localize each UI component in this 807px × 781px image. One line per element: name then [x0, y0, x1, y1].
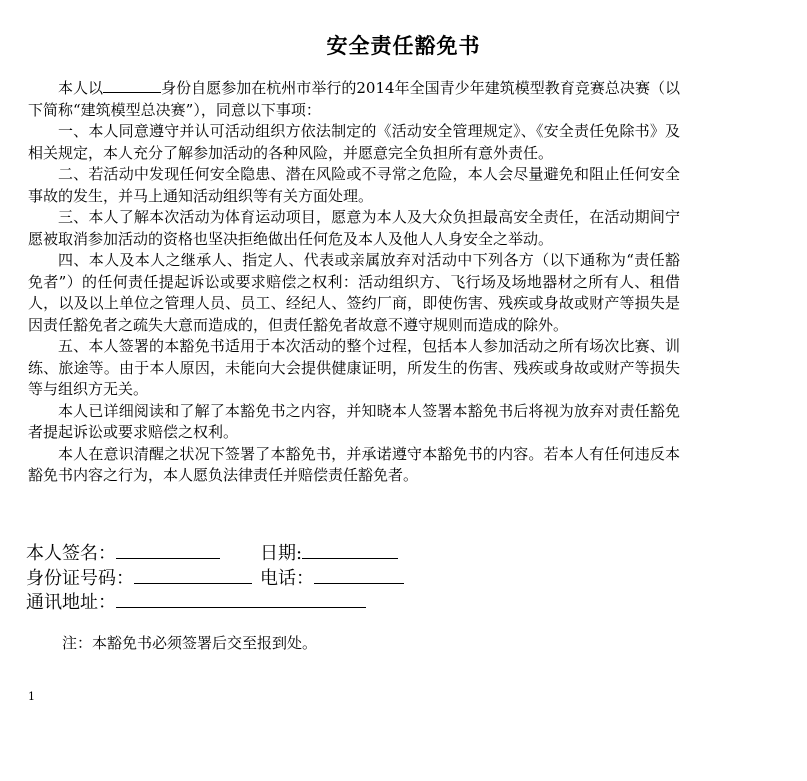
id-phone-row [26, 567, 404, 591]
signature-row [26, 542, 398, 566]
date-line[interactable] [302, 542, 398, 559]
id-label: 身份证号码： [26, 568, 134, 589]
id-line[interactable] [134, 567, 252, 584]
signature-label: 本人签名： [26, 543, 116, 564]
phone-line[interactable] [314, 567, 404, 584]
identity-blank [103, 78, 161, 93]
document-title: 安全责任豁免书 [326, 33, 481, 58]
phone-label: 电话： [260, 568, 314, 589]
paragraph-4: 四、本人及本人之继承人、指定人、代表或亲属放弃对活动中下列各方（以下通称为“责任豁免者”）的任何责任提起诉讼或要求赔偿之权利：活动组织方、飞行场及场地器材之所有人、租借人，以及以上单位之管理人员、员工、经纪人、签约厂商，即使伤害、残疾或身故或财产等损失是因责任豁免者之疏失大意而造成的，但责任豁免者故意不遵守规则而造成的除外。 [28, 251, 680, 334]
address-line[interactable] [116, 591, 366, 608]
page-number: 1 [28, 690, 35, 703]
address-row [26, 591, 366, 615]
footnote: 注：本豁免书必须签署后交至报到处。 [62, 634, 318, 652]
paragraph-7: 本人在意识清醒之状况下签署了本豁免书，并承诺遵守本豁免书的内容。若本人有任何违反本豁免书内容之行为，本人愿负法律责任并赔偿责任豁免者。 [28, 444, 680, 484]
intro-prefix: 本人以 [58, 79, 104, 97]
document-body [28, 78, 680, 487]
paragraph-6: 本人已详细阅读和了解了本豁免书之内容，并知晓本人签署本豁免书后将视为放弃对责任豁免者提起诉讼或要求赔偿之权利。 [28, 401, 680, 441]
paragraph-1: 一、本人同意遵守并认可活动组织方依法制定的《活动安全管理规定》、《安全责任免除书》及相关规定，本人充分了解参加活动的各种风险，并愿意完全负担所有意外责任。 [28, 122, 680, 162]
address-label: 通讯地址： [26, 592, 116, 613]
signature-line[interactable] [116, 542, 220, 559]
paragraph-3: 三、本人了解本次活动为体育运动项目，愿意为本人及大众负担最高安全责任，在活动期间宁愿被取消参加活动的资格也坚决拒绝做出任何危及本人及他人人身安全之举动。 [28, 208, 680, 248]
date-label: 日期: [260, 543, 303, 564]
intro-paragraph [28, 78, 680, 121]
paragraph-5: 五、本人签署的本豁免书适用于本次活动的整个过程，包括本人参加活动之所有场次比赛、训练、旅途等。由于本人原因，未能向大会提供健康证明，所发生的伤害、残疾或身故或财产等损失等与组织方无关。 [28, 337, 680, 398]
paragraph-2: 二、若活动中发现任何安全隐患、潜在风险或不寻常之危险，本人会尽量避免和阻止任何安全事故的发生，并马上通知活动组织等有关方面处理。 [28, 165, 680, 205]
intro-rest: 身份自愿参加在杭州市举行的2014年全国青少年建筑模型教育竞赛总决赛（以下简称“建筑模型总决赛”），同意以下事项： [28, 79, 680, 119]
